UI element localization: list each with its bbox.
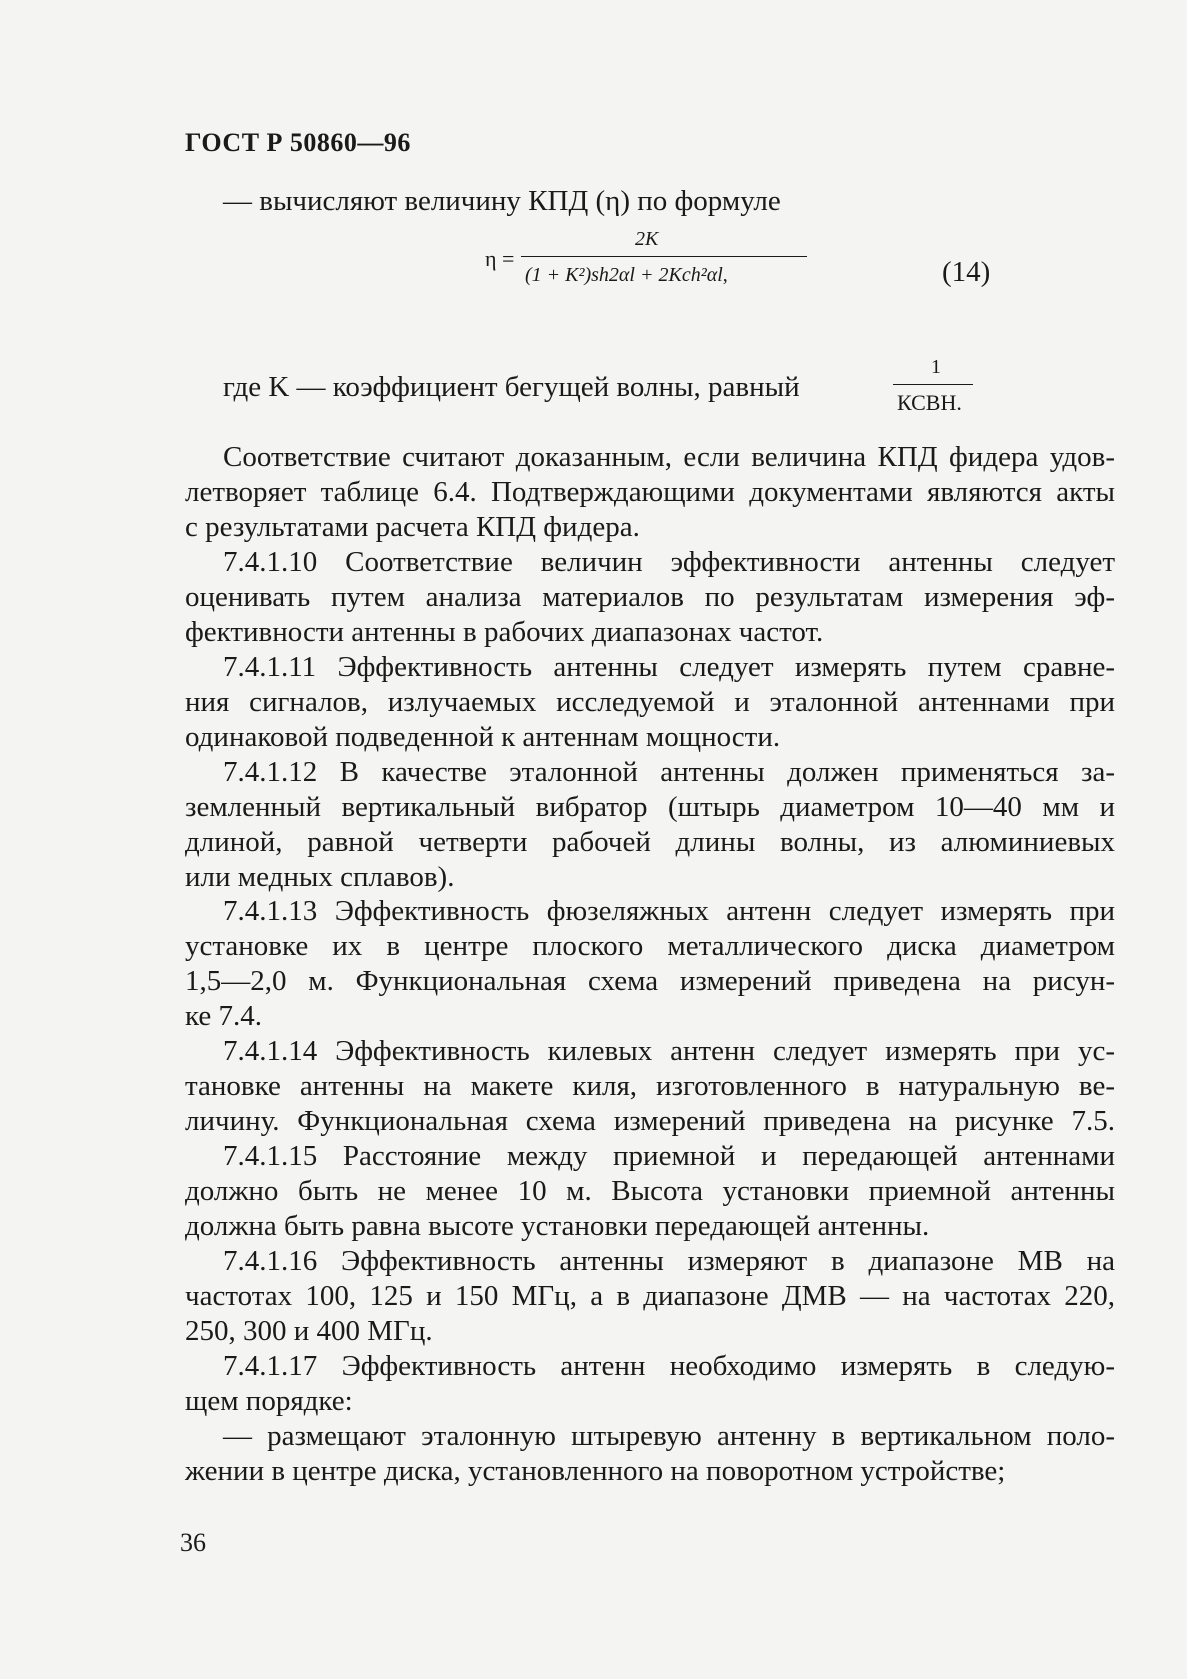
fraction-bar <box>521 256 807 257</box>
text-line: жении в центре диска, установленного на поворотном устройстве; <box>185 1455 1006 1487</box>
intro-line: — вычисляют величину КПД (η) по формуле <box>223 185 781 217</box>
frac-numerator: 1 <box>931 356 941 378</box>
formula-denominator <box>525 264 728 287</box>
text-line: 7.4.1.12 В качестве эталонной антенны должен применяться за- <box>223 756 1115 788</box>
page-number: 36 <box>180 1528 206 1557</box>
text-line: 7.4.1.16 Эффективность антенны измеряют в диапазоне МВ на <box>223 1245 1115 1277</box>
frac-bar <box>893 384 973 385</box>
equation-number: (14) <box>942 256 991 288</box>
where-line: где K — коэффициент бегущей волны, равный <box>223 371 800 403</box>
frac-den-text: КСВН <box>897 390 957 415</box>
text-line: Соответствие считают доказанным, если величина КПД фидера удов- <box>223 441 1115 473</box>
frac-denominator <box>897 390 962 416</box>
text-line: одинаковой подведенной к антеннам мощности. <box>185 721 781 753</box>
text-line: 7.4.1.13 Эффективность фюзеляжных антенн следует измерять при <box>223 895 1115 927</box>
text-line: личину. Функциональная схема измерений приведена на рисунке 7.5. <box>185 1105 1115 1137</box>
text-line: длиной, равной четверти рабочей длины волны, из алюминиевых <box>185 826 1115 858</box>
text-line: тановке антенны на макете киля, изготовленного в натуральную ве- <box>185 1070 1115 1102</box>
text-line: должно быть не менее 10 м. Высота установки приемной антенны <box>185 1175 1115 1207</box>
formula-14 <box>485 228 805 298</box>
text-line: земленный вертикальный вибратор (штырь диаметром 10—40 мм и <box>185 791 1115 823</box>
text-line: установке их в центре плоского металлического диска диаметром <box>185 930 1115 962</box>
formula-lhs: η = <box>485 246 515 271</box>
text-line: ния сигналов, излучаемых исследуемой и эталонной антеннами при <box>185 686 1115 718</box>
frac-trail: . <box>956 390 962 415</box>
formula-trail: , <box>722 264 728 286</box>
text-line: частотах 100, 125 и 150 МГц, а в диапазоне ДМВ — на частотах 220, <box>185 1280 1115 1312</box>
text-line: 7.4.1.10 Соответствие величин эффективности антенны следует <box>223 546 1115 578</box>
ksvn-fraction <box>893 356 983 416</box>
text-line: фективности антенны в рабочих диапазонах частот. <box>185 616 824 648</box>
text-line: 250, 300 и 400 МГц. <box>185 1315 433 1347</box>
denominator-text: (1 + K²)sh2αl + 2Kch²αl <box>525 264 723 286</box>
text-line: 7.4.1.11 Эффективность антенны следует измерять путем сравне- <box>223 651 1115 683</box>
text-line: или медных сплавов). <box>185 861 455 893</box>
text-line: летворяет таблице 6.4. Подтверждающими документами являются акты <box>185 476 1115 508</box>
document-header: ГОСТ Р 50860—96 <box>185 128 411 157</box>
formula-numerator: 2K <box>635 228 659 250</box>
text-line: 7.4.1.15 Расстояние между приемной и передающей антеннами <box>223 1140 1115 1172</box>
text-line: 7.4.1.17 Эффективность антенн необходимо измерять в следую- <box>223 1350 1115 1382</box>
text-line: 7.4.1.14 Эффективность килевых антенн следует измерять при ус- <box>223 1035 1115 1067</box>
text-line: ке 7.4. <box>185 1000 262 1032</box>
text-line: с результатами расчета КПД фидера. <box>185 511 640 543</box>
text-line: оценивать путем анализа материалов по результатам измерения эф- <box>185 581 1115 613</box>
text-line: — размещают эталонную штыревую антенну в вертикальном поло- <box>223 1420 1115 1452</box>
text-line: щем порядке: <box>185 1385 353 1417</box>
text-line: должна быть равна высоте установки передающей антенны. <box>185 1210 930 1242</box>
text-line: 1,5—2,0 м. Функциональная схема измерений приведена на рисун- <box>185 965 1115 997</box>
